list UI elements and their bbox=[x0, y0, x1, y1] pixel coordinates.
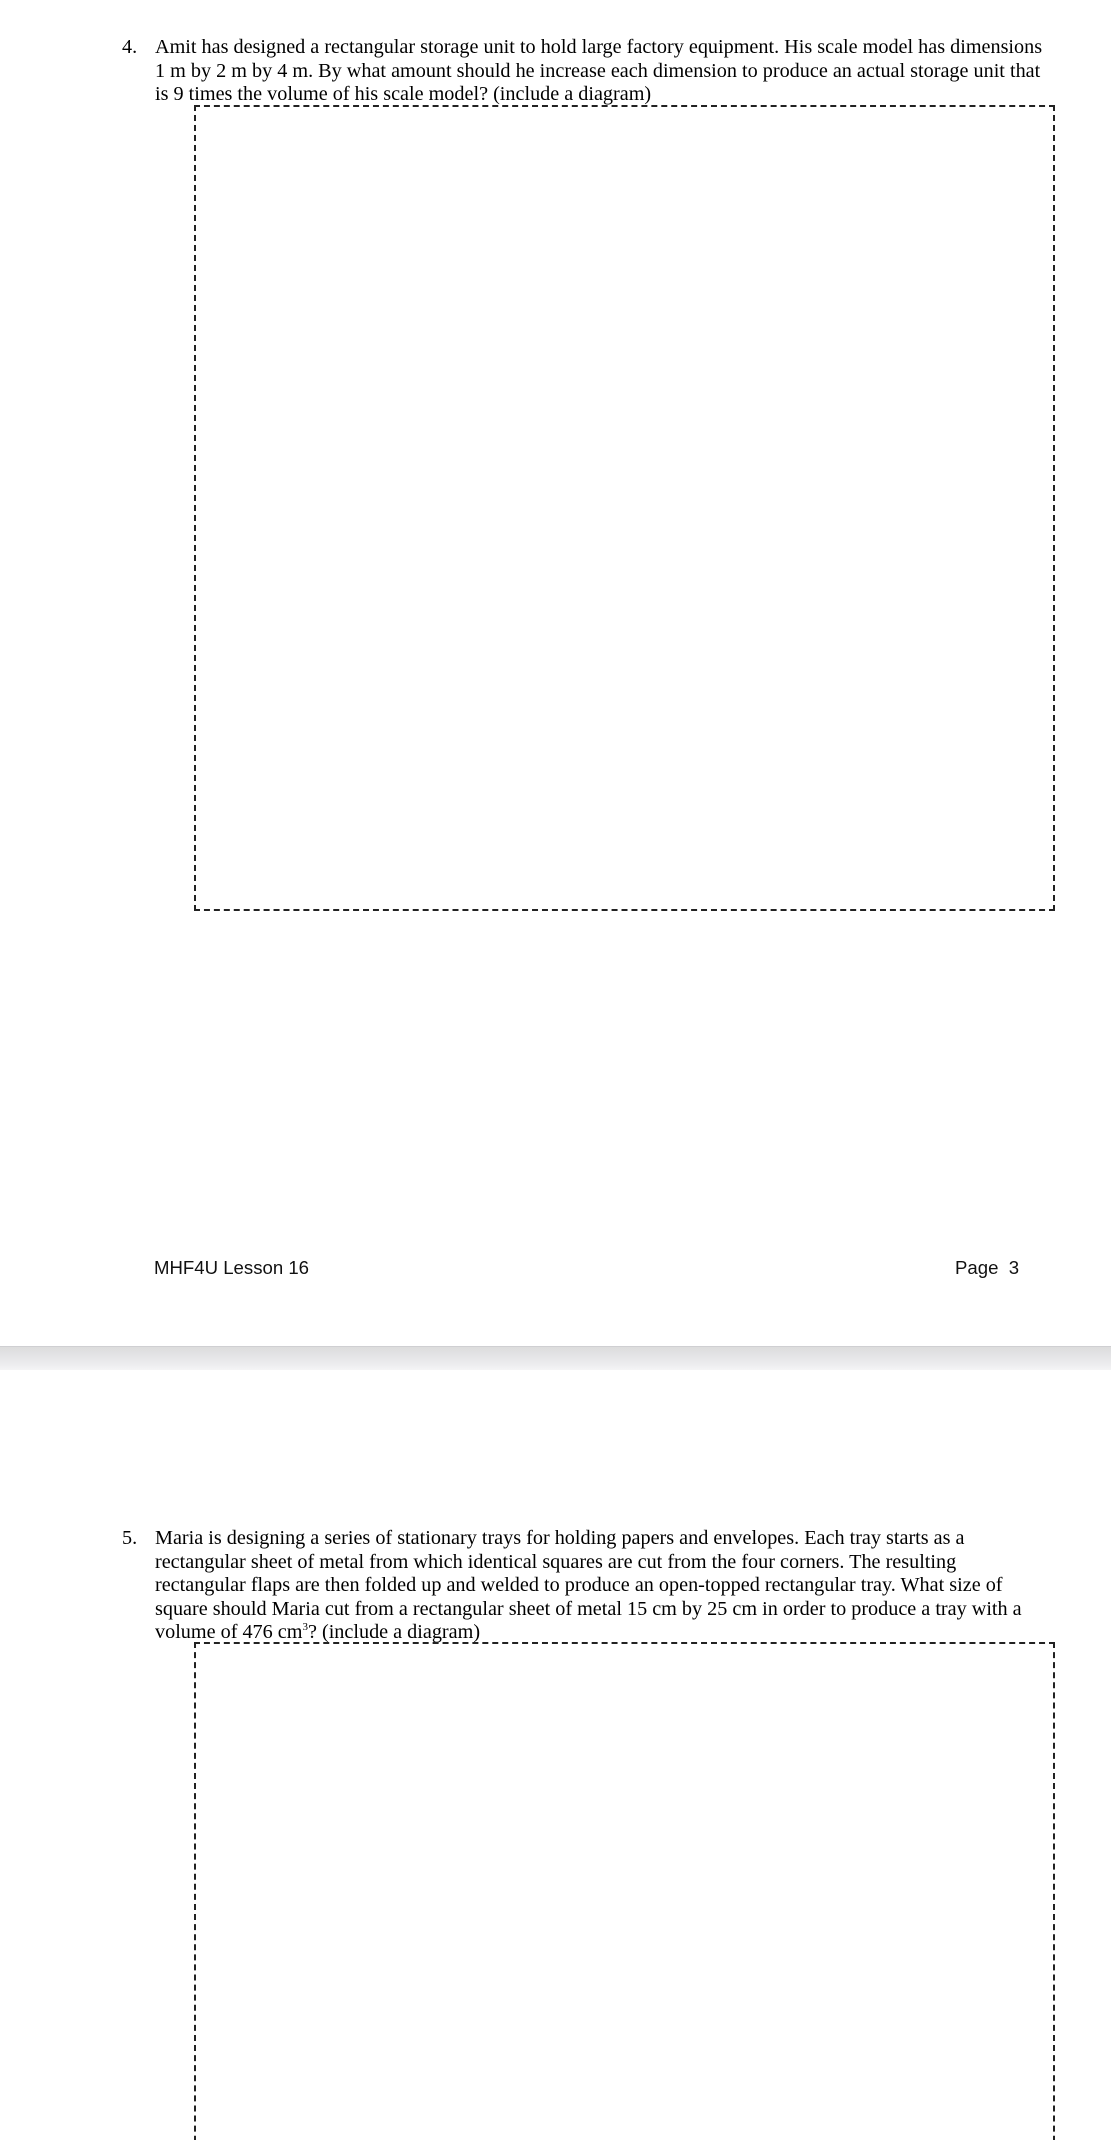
question-number: 5. bbox=[122, 1527, 138, 1549]
answer-box[interactable] bbox=[194, 1642, 1055, 2140]
footer-course-title: MHF4U Lesson 16 bbox=[154, 1257, 310, 1278]
unit-exponent: 3 bbox=[302, 1621, 308, 1633]
question-text: Amit has designed a rectangular storage unit to hold large factory equipment. His scale model has dimensions 1 m by 2 m by 4 m. By what amount should he increase each dimension to produce an actual storage unit that is 9 times the volume of his scale model? (include a diagram) bbox=[155, 36, 1043, 105]
page-separator bbox=[0, 1346, 1111, 1371]
question-text-main: Maria is designing a series of stationary trays for holding papers and envelopes. Each tray starts as a rectangular sheet of metal from which identical squares are cut from the four corners. The resulting rectangular flaps are then folded up and welded to produce an open-topped rectangular tray. What size of square should Maria cut from a rectangular sheet of metal 15 cm by 25 cm in order to produce a tray with a volume of 476 cm bbox=[155, 1527, 1022, 1643]
document-page-4 bbox=[0, 1370, 1111, 2140]
footer-page-number: Page 3 bbox=[955, 1257, 1020, 1278]
question-number: 4. bbox=[122, 36, 138, 58]
question-text bbox=[155, 1527, 1052, 1645]
question-text-end: ? (include a diagram) bbox=[307, 1621, 481, 1643]
answer-box[interactable] bbox=[194, 105, 1055, 911]
